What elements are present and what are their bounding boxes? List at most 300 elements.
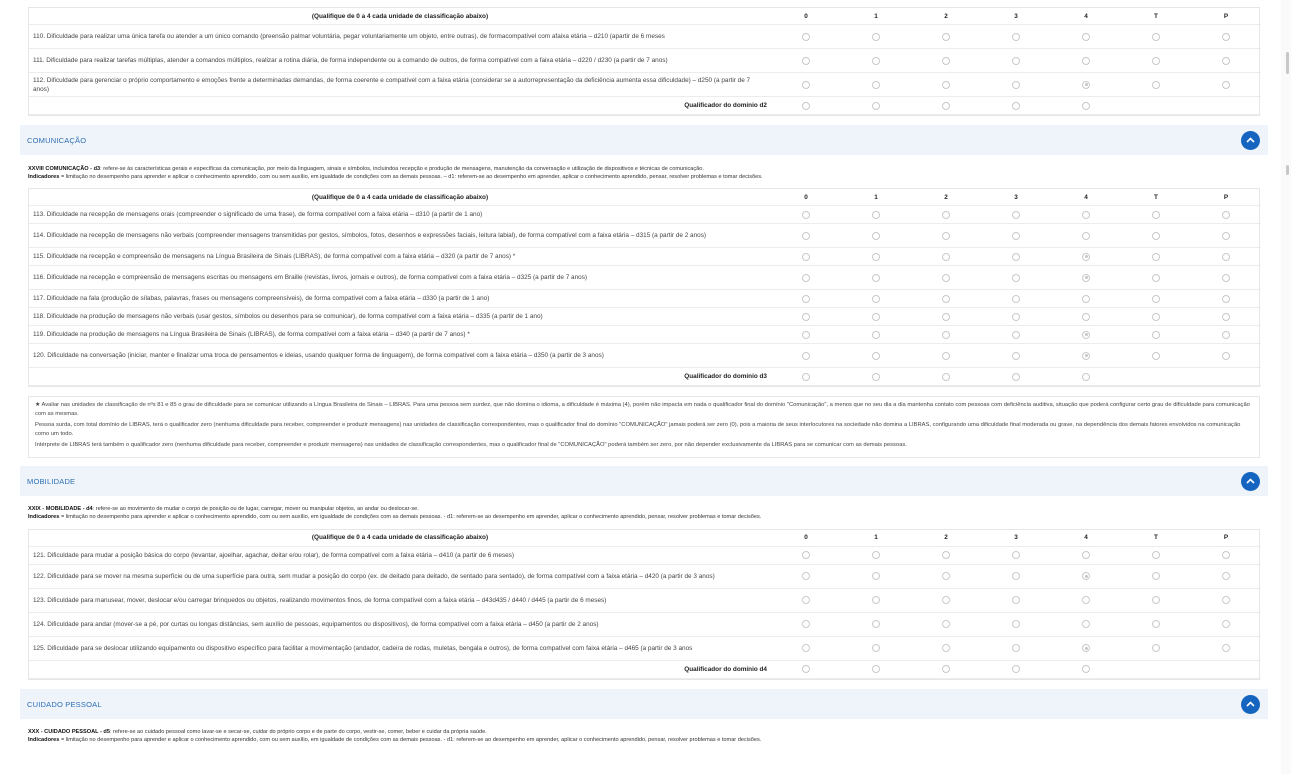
radio-cell bbox=[1191, 248, 1261, 266]
score-radio-1[interactable] bbox=[872, 313, 880, 321]
question-text: 121. Dificuldade para mudar a posição básica do corpo (levantar, ajoelhar, agachar, deitar e/ou rolar), de forma compatível com a faixa etária – d410 (a partir de 6 meses) bbox=[29, 546, 771, 564]
radio-cell bbox=[1121, 266, 1191, 290]
radio-cell bbox=[1121, 326, 1191, 344]
qualifier-radio-0[interactable] bbox=[802, 373, 810, 381]
radio-cell bbox=[1051, 97, 1121, 115]
qualifier-radio-0[interactable] bbox=[802, 665, 810, 673]
radio-cell bbox=[841, 612, 911, 636]
score-radio-t[interactable] bbox=[1152, 81, 1160, 89]
column-header-instructions: (Qualifique de 0 a 4 cada unidade de classificação abaixo) bbox=[29, 189, 771, 206]
radio-cell bbox=[1191, 326, 1261, 344]
radio-cell bbox=[841, 49, 911, 73]
radio-cell bbox=[981, 588, 1051, 612]
note-paragraph: Pessoa surda, com total domínio de LIBRAS, terá o qualificador zero (nenhuma dificuldade para receber, compreender e produzir mensagens) nas unidades de classificação correspondentes, mas o qualificador final do domínio "COMUNICAÇÃO" jamais poderá ser zero (0), pois a maioria de seus interlocutores na sociedade não domina a LIBRAS, configurando uma dificuldade final moderada ou grave, na dependência dos demais fatores envolvidos na comunicação como um todo. bbox=[35, 422, 1241, 437]
score-radio-t[interactable] bbox=[1152, 57, 1160, 65]
radio-cell bbox=[911, 49, 981, 73]
radio-cell bbox=[1051, 660, 1121, 678]
radio-cell bbox=[981, 308, 1051, 326]
score-radio-1[interactable] bbox=[872, 331, 880, 339]
qualifier-radio-4[interactable] bbox=[1082, 102, 1090, 110]
score-radio-2[interactable] bbox=[942, 352, 950, 360]
radio-cell bbox=[1121, 344, 1191, 368]
radio-cell bbox=[1121, 248, 1191, 266]
score-radio-t[interactable] bbox=[1152, 596, 1160, 604]
score-radio-0[interactable] bbox=[802, 33, 810, 41]
radio-cell bbox=[911, 25, 981, 49]
radio-cell bbox=[771, 636, 841, 660]
score-radio-4[interactable] bbox=[1082, 331, 1090, 339]
collapse-button[interactable] bbox=[1241, 131, 1260, 150]
score-radio-3[interactable] bbox=[1012, 33, 1020, 41]
score-radio-3[interactable] bbox=[1012, 313, 1020, 321]
qualifier-radio-3[interactable] bbox=[1012, 373, 1020, 381]
score-radio-p[interactable] bbox=[1222, 596, 1230, 604]
score-radio-t[interactable] bbox=[1152, 253, 1160, 261]
radio-cell bbox=[841, 588, 911, 612]
score-radio-t[interactable] bbox=[1152, 644, 1160, 652]
question-text: 124. Dificuldade para andar (mover-se a pé, por curtas ou longas distâncias, sem auxílio de pessoas, equipamentos ou dispositivos), de forma compatível com a faixa etária – d450 (a partir de 2 anos) bbox=[29, 612, 771, 636]
indicators-text: = limitação no desempenho para aprender e aplicar o conhecimento aprendido, com ou sem auxílio, em igualdade de condições com as demais pessoas. – d1: referem-se ao desempenho em aprender, aplicar o conhecimento aprendido, pensar, resolver problemas e tomar decisões. bbox=[59, 174, 763, 180]
column-header-2: 2 bbox=[911, 189, 981, 206]
score-radio-4[interactable] bbox=[1082, 572, 1090, 580]
radio-cell bbox=[771, 660, 841, 678]
score-radio-4[interactable] bbox=[1082, 33, 1090, 41]
question-text: 110. Dificuldade para realizar uma única tarefa ou atender a um único comando (preensão palmar voluntária, pegar voluntariamente um objeto, entre outras), de formacompatível com afaixa etária – d210 (apartir de 6 meses bbox=[29, 25, 771, 49]
score-radio-2[interactable] bbox=[942, 313, 950, 321]
score-radio-1[interactable] bbox=[872, 551, 880, 559]
score-radio-0[interactable] bbox=[802, 572, 810, 580]
score-radio-4[interactable] bbox=[1082, 232, 1090, 240]
qualifier-radio-0[interactable] bbox=[802, 102, 810, 110]
score-radio-p[interactable] bbox=[1222, 352, 1230, 360]
radio-cell bbox=[841, 97, 911, 115]
radio-cell bbox=[1191, 224, 1261, 248]
question-text: 120. Dificuldade na conversação (iniciar, manter e finalizar uma troca de pensamentos e ideias, usando qualquer forma de linguagem), de forma compatível com a faixa etária – d350 (a partir de 3 anos) bbox=[29, 344, 771, 368]
score-radio-t[interactable] bbox=[1152, 313, 1160, 321]
radio-cell bbox=[841, 25, 911, 49]
qualifier-radio-1[interactable] bbox=[872, 373, 880, 381]
score-radio-p[interactable] bbox=[1222, 211, 1230, 219]
score-radio-1[interactable] bbox=[872, 232, 880, 240]
score-radio-2[interactable] bbox=[942, 331, 950, 339]
radio-cell bbox=[911, 73, 981, 97]
column-header-p: P bbox=[1191, 8, 1261, 25]
d2-table bbox=[29, 8, 1261, 115]
radio-cell bbox=[771, 97, 841, 115]
score-radio-1[interactable] bbox=[872, 33, 880, 41]
question-text: 117. Dificuldade na fala (produção de sílabas, palavras, frases ou mensagens compreensíveis), de forma compatível com a faixa etária – d330 (a partir de 1 ano) bbox=[29, 290, 771, 308]
chevron-up-icon bbox=[1246, 478, 1255, 484]
score-radio-4[interactable] bbox=[1082, 57, 1090, 65]
score-radio-1[interactable] bbox=[872, 572, 880, 580]
score-radio-0[interactable] bbox=[802, 596, 810, 604]
table-header-row bbox=[29, 189, 1261, 206]
score-radio-p[interactable] bbox=[1222, 331, 1230, 339]
radio-cell bbox=[841, 660, 911, 678]
qualifier-radio-4[interactable] bbox=[1082, 665, 1090, 673]
table-row bbox=[29, 49, 1261, 73]
d3-table bbox=[29, 189, 1261, 386]
radio-cell bbox=[1191, 73, 1261, 97]
score-radio-4[interactable] bbox=[1082, 295, 1090, 303]
score-radio-2[interactable] bbox=[942, 211, 950, 219]
radio-cell bbox=[981, 290, 1051, 308]
column-header-4: 4 bbox=[1051, 189, 1121, 206]
column-header-t: T bbox=[1121, 8, 1191, 25]
table-row bbox=[29, 612, 1261, 636]
radio-cell bbox=[771, 344, 841, 368]
radio-cell bbox=[981, 266, 1051, 290]
score-radio-p[interactable] bbox=[1222, 572, 1230, 580]
score-radio-1[interactable] bbox=[872, 57, 880, 65]
question-text: 118. Dificuldade na produção de mensagens não verbais (usar gestos, símbolos ou desenhos para se comunicar), de forma compatível com a faixa etária – d335 (a partir de 1 ano) bbox=[29, 308, 771, 326]
collapse-button[interactable] bbox=[1241, 472, 1260, 491]
score-radio-1[interactable] bbox=[872, 274, 880, 282]
score-radio-0[interactable] bbox=[802, 644, 810, 652]
scrollbar-marker bbox=[1286, 165, 1289, 175]
column-header-instructions: (Qualifique de 0 a 4 cada unidade de classificação abaixo) bbox=[29, 8, 771, 25]
radio-cell bbox=[841, 248, 911, 266]
radio-cell bbox=[1191, 660, 1261, 678]
qualifier-radio-4[interactable] bbox=[1082, 373, 1090, 381]
radio-cell bbox=[841, 344, 911, 368]
score-radio-2[interactable] bbox=[942, 274, 950, 282]
radio-cell bbox=[1051, 290, 1121, 308]
qualifier-radio-2[interactable] bbox=[942, 373, 950, 381]
radio-cell bbox=[1191, 344, 1261, 368]
qualifier-radio-2[interactable] bbox=[942, 665, 950, 673]
score-radio-2[interactable] bbox=[942, 232, 950, 240]
table-header-row bbox=[29, 530, 1261, 547]
radio-cell bbox=[1051, 546, 1121, 564]
score-radio-2[interactable] bbox=[942, 33, 950, 41]
score-radio-0[interactable] bbox=[802, 620, 810, 628]
radio-cell bbox=[1191, 206, 1261, 224]
qualifier-radio-1[interactable] bbox=[872, 102, 880, 110]
column-header-0: 0 bbox=[771, 530, 841, 547]
description-label: XXX - CUIDADO PESSOAL - d5 bbox=[28, 728, 110, 735]
score-radio-4[interactable] bbox=[1082, 620, 1090, 628]
d2-table-box bbox=[28, 7, 1260, 116]
score-radio-p[interactable] bbox=[1222, 232, 1230, 240]
collapse-button[interactable] bbox=[1241, 695, 1260, 714]
score-radio-2[interactable] bbox=[942, 253, 950, 261]
score-radio-p[interactable] bbox=[1222, 274, 1230, 282]
score-radio-3[interactable] bbox=[1012, 253, 1020, 261]
radio-cell bbox=[841, 636, 911, 660]
qualifier-row bbox=[29, 660, 1261, 678]
radio-cell bbox=[981, 73, 1051, 97]
radio-cell bbox=[911, 564, 981, 588]
radio-cell bbox=[771, 612, 841, 636]
section-title: MOBILIDADE bbox=[27, 476, 76, 486]
score-radio-2[interactable] bbox=[942, 57, 950, 65]
radio-cell bbox=[1191, 25, 1261, 49]
radio-cell bbox=[981, 25, 1051, 49]
score-radio-t[interactable] bbox=[1152, 211, 1160, 219]
radio-cell bbox=[841, 546, 911, 564]
section-description bbox=[28, 728, 1260, 744]
radio-cell bbox=[1051, 636, 1121, 660]
table-row bbox=[29, 73, 1261, 97]
table-row bbox=[29, 206, 1261, 224]
score-radio-0[interactable] bbox=[802, 232, 810, 240]
score-radio-4[interactable] bbox=[1082, 81, 1090, 89]
score-radio-4[interactable] bbox=[1082, 274, 1090, 282]
column-header-1: 1 bbox=[841, 189, 911, 206]
table-header-row bbox=[29, 8, 1261, 25]
score-radio-1[interactable] bbox=[872, 620, 880, 628]
radio-cell bbox=[841, 290, 911, 308]
score-radio-p[interactable] bbox=[1222, 57, 1230, 65]
score-radio-4[interactable] bbox=[1082, 352, 1090, 360]
column-header-p: P bbox=[1191, 189, 1261, 206]
description-label: XXIX - MOBILIDADE - d4 bbox=[28, 505, 93, 512]
radio-cell bbox=[911, 206, 981, 224]
d3-table-box bbox=[28, 188, 1260, 387]
score-radio-p[interactable] bbox=[1222, 313, 1230, 321]
table-row bbox=[29, 224, 1261, 248]
score-radio-0[interactable] bbox=[802, 57, 810, 65]
question-text: 114. Dificuldade na recepção de mensagens não verbais (compreender mensagens transmitidas por gestos, símbolos, fotos, desenhos e expressões faciais, leitura labial), de forma compatível com a faixa etária – d315 (a partir de 2 anos) bbox=[29, 224, 771, 248]
column-header-4: 4 bbox=[1051, 8, 1121, 25]
score-radio-4[interactable] bbox=[1082, 253, 1090, 261]
score-radio-4[interactable] bbox=[1082, 551, 1090, 559]
qualifier-row bbox=[29, 368, 1261, 386]
note-paragraph: Intérprete de LIBRAS terá também o qualificador zero (nenhuma dificuldade para receber, compreender e produzir mensagens) nas unidades de classificação correspondentes, mas o qualificador final de "COMUNICAÇÃO" poderá também ser zero, por não depender exclusivamente da LIBRAS para se comunicar com as demais pessoas. bbox=[35, 442, 907, 448]
radio-cell bbox=[911, 344, 981, 368]
score-radio-3[interactable] bbox=[1012, 274, 1020, 282]
score-radio-0[interactable] bbox=[802, 352, 810, 360]
score-radio-t[interactable] bbox=[1152, 232, 1160, 240]
radio-cell bbox=[1051, 326, 1121, 344]
radio-cell bbox=[981, 97, 1051, 115]
radio-cell bbox=[841, 326, 911, 344]
score-radio-1[interactable] bbox=[872, 81, 880, 89]
score-radio-0[interactable] bbox=[802, 295, 810, 303]
score-radio-1[interactable] bbox=[872, 644, 880, 652]
radio-cell bbox=[1051, 206, 1121, 224]
radio-cell bbox=[981, 368, 1051, 386]
score-radio-3[interactable] bbox=[1012, 352, 1020, 360]
description-text: : refere-se ao movimento de mudar o corpo de posição ou de lugar, carregar, mover ou manipular objetos, ao andar ou deslocar-se. bbox=[92, 505, 419, 512]
score-radio-0[interactable] bbox=[802, 551, 810, 559]
qualifier-radio-3[interactable] bbox=[1012, 665, 1020, 673]
radio-cell bbox=[841, 308, 911, 326]
column-header-t: T bbox=[1121, 530, 1191, 547]
radio-cell bbox=[771, 224, 841, 248]
score-radio-0[interactable] bbox=[802, 274, 810, 282]
score-radio-0[interactable] bbox=[802, 313, 810, 321]
radio-cell bbox=[1191, 49, 1261, 73]
column-header-3: 3 bbox=[981, 530, 1051, 547]
score-radio-3[interactable] bbox=[1012, 551, 1020, 559]
radio-cell bbox=[1191, 97, 1261, 115]
radio-cell bbox=[1121, 368, 1191, 386]
score-radio-2[interactable] bbox=[942, 295, 950, 303]
score-radio-3[interactable] bbox=[1012, 57, 1020, 65]
radio-cell bbox=[1051, 224, 1121, 248]
column-header-t: T bbox=[1121, 189, 1191, 206]
table-row bbox=[29, 248, 1261, 266]
indicators-text: = limitação no desempenho para aprender e aplicar o conhecimento aprendido, com ou sem auxílio, em igualdade de condições com as demais pessoas. - d1: referem-se ao desempenho em aprender, aplicar o conhecimento aprendido, pensar, resolver problemas e tomar decisões. bbox=[59, 513, 762, 520]
radio-cell bbox=[771, 546, 841, 564]
score-radio-1[interactable] bbox=[872, 352, 880, 360]
column-header-0: 0 bbox=[771, 8, 841, 25]
radio-cell bbox=[911, 97, 981, 115]
score-radio-3[interactable] bbox=[1012, 572, 1020, 580]
table-row bbox=[29, 326, 1261, 344]
table-row bbox=[29, 266, 1261, 290]
score-radio-t[interactable] bbox=[1152, 352, 1160, 360]
qualifier-radio-3[interactable] bbox=[1012, 102, 1020, 110]
table-row bbox=[29, 308, 1261, 326]
libras-notes bbox=[28, 396, 1260, 458]
description-text: : refere-se ao cuidado pessoal como lavar-se e secar-se, cuidar do próprio corpo e de parte do corpo, vestir-se, comer, beber e cuidar da própria saúde. bbox=[109, 728, 487, 735]
score-radio-t[interactable] bbox=[1152, 295, 1160, 303]
score-radio-t[interactable] bbox=[1152, 620, 1160, 628]
score-radio-4[interactable] bbox=[1082, 644, 1090, 652]
radio-cell bbox=[1191, 546, 1261, 564]
question-text: 115. Dificuldade na recepção e compreensão de mensagens na Língua Brasileira de Sinais (LIBRAS), de forma compatível com a faixa etária – d320 (a partir de 7 anos) * bbox=[29, 248, 771, 266]
radio-cell bbox=[841, 224, 911, 248]
score-radio-4[interactable] bbox=[1082, 211, 1090, 219]
radio-cell bbox=[771, 290, 841, 308]
score-radio-t[interactable] bbox=[1152, 274, 1160, 282]
score-radio-t[interactable] bbox=[1152, 331, 1160, 339]
radio-cell bbox=[1051, 308, 1121, 326]
d4-table bbox=[29, 530, 1261, 679]
column-header-p: P bbox=[1191, 530, 1261, 547]
vertical-scrollbar[interactable] bbox=[1281, 0, 1291, 774]
section-title: CUIDADO PESSOAL bbox=[27, 699, 102, 709]
section-description bbox=[28, 505, 1260, 521]
section-header-comunicacao[interactable] bbox=[20, 125, 1268, 155]
radio-cell bbox=[911, 660, 981, 678]
radio-cell bbox=[1191, 308, 1261, 326]
score-radio-4[interactable] bbox=[1082, 596, 1090, 604]
radio-cell bbox=[1051, 564, 1121, 588]
question-text: 122. Dificuldade para se mover na mesma superfície ou de uma superfície para outra, sem mudar a posição do corpo (ex. de deitado para deitado, de sentado para sentado), de forma compatível com a faixa etária – d420 (a partir de 3 anos) bbox=[29, 564, 771, 588]
score-radio-2[interactable] bbox=[942, 81, 950, 89]
score-radio-2[interactable] bbox=[942, 596, 950, 604]
section-header-mobilidade[interactable] bbox=[20, 466, 1268, 496]
radio-cell bbox=[1121, 660, 1191, 678]
score-radio-1[interactable] bbox=[872, 211, 880, 219]
question-text: 116. Dificuldade na recepção e compreensão de mensagens escritas ou mensagens em Braille (revistas, livros, jornais e outros), de forma compatível com a faixa etária – d325 (a partir de 7 anos) bbox=[29, 266, 771, 290]
column-header-1: 1 bbox=[841, 8, 911, 25]
description-text: : refere-se às características gerais e específicas da comunicação, por meio da linguagem, sinais e símbolos, incluindoa recepção e produção de mensagens, manutenção da conversação e utilização de dispositivos e técnicas de comunicação. bbox=[100, 166, 704, 172]
radio-cell bbox=[1051, 25, 1121, 49]
score-radio-3[interactable] bbox=[1012, 596, 1020, 604]
score-radio-3[interactable] bbox=[1012, 232, 1020, 240]
scrollbar-thumb[interactable] bbox=[1286, 52, 1289, 74]
radio-cell bbox=[1121, 224, 1191, 248]
score-radio-0[interactable] bbox=[802, 211, 810, 219]
radio-cell bbox=[911, 636, 981, 660]
radio-cell bbox=[841, 206, 911, 224]
radio-cell bbox=[981, 49, 1051, 73]
score-radio-p[interactable] bbox=[1222, 253, 1230, 261]
radio-cell bbox=[981, 206, 1051, 224]
qualifier-label: Qualificador do domínio d4 bbox=[29, 660, 771, 678]
radio-cell bbox=[1121, 588, 1191, 612]
score-radio-1[interactable] bbox=[872, 295, 880, 303]
score-radio-1[interactable] bbox=[872, 253, 880, 261]
score-radio-3[interactable] bbox=[1012, 331, 1020, 339]
score-radio-2[interactable] bbox=[942, 620, 950, 628]
indicators-text: = limitação no desempenho para aprender e aplicar o conhecimento aprendido, com ou sem auxílio, em igualdade de condições com as demais pessoas. - d1: referem-se ao desempenho em aprender, aplicar o conhecimento aprendido, pensar, resolver problemas e tomar decisões. bbox=[59, 736, 762, 743]
score-radio-p[interactable] bbox=[1222, 33, 1230, 41]
score-radio-0[interactable] bbox=[802, 253, 810, 261]
d4-table-box bbox=[28, 529, 1260, 680]
score-radio-p[interactable] bbox=[1222, 295, 1230, 303]
radio-cell bbox=[1121, 73, 1191, 97]
score-radio-p[interactable] bbox=[1222, 644, 1230, 652]
radio-cell bbox=[771, 326, 841, 344]
score-radio-2[interactable] bbox=[942, 551, 950, 559]
radio-cell bbox=[1051, 266, 1121, 290]
column-header-0: 0 bbox=[771, 189, 841, 206]
question-text: 111. Dificuldade para realizar tarefas múltiplas, atender a comandos múltiplos, realizar a rotina diária, de forma independente ou a comando de outros, de forma compatível com a faixa etária – d220 / d230 (a partir de 7 anos) bbox=[29, 49, 771, 73]
radio-cell bbox=[981, 326, 1051, 344]
radio-cell bbox=[1121, 97, 1191, 115]
score-radio-p[interactable] bbox=[1222, 620, 1230, 628]
score-radio-p[interactable] bbox=[1222, 551, 1230, 559]
score-radio-2[interactable] bbox=[942, 572, 950, 580]
radio-cell bbox=[911, 612, 981, 636]
score-radio-0[interactable] bbox=[802, 81, 810, 89]
radio-cell bbox=[771, 206, 841, 224]
qualifier-label: Qualificador do domínio d3 bbox=[29, 368, 771, 386]
score-radio-t[interactable] bbox=[1152, 33, 1160, 41]
qualifier-label: Qualificador do domínio d2 bbox=[29, 97, 771, 115]
score-radio-3[interactable] bbox=[1012, 295, 1020, 303]
score-radio-3[interactable] bbox=[1012, 211, 1020, 219]
table-row bbox=[29, 636, 1261, 660]
radio-cell bbox=[1191, 636, 1261, 660]
radio-cell bbox=[911, 266, 981, 290]
score-radio-0[interactable] bbox=[802, 331, 810, 339]
radio-cell bbox=[1191, 290, 1261, 308]
score-radio-3[interactable] bbox=[1012, 81, 1020, 89]
radio-cell bbox=[911, 588, 981, 612]
question-text: 112. Dificuldade para gerenciar o próprio comportamento e emoções frente a determinadas demandas, de forma coerente e compatível com a faixa etária (considerar se a autorrepresentação da deficiência aumenta essa dificuldade) – d250 (a partir de 7 anos) bbox=[29, 73, 771, 97]
score-radio-t[interactable] bbox=[1152, 572, 1160, 580]
radio-cell bbox=[1051, 612, 1121, 636]
radio-cell bbox=[1121, 546, 1191, 564]
score-radio-1[interactable] bbox=[872, 596, 880, 604]
radio-cell bbox=[1121, 290, 1191, 308]
radio-cell bbox=[1051, 49, 1121, 73]
qualifier-radio-2[interactable] bbox=[942, 102, 950, 110]
score-radio-2[interactable] bbox=[942, 644, 950, 652]
radio-cell bbox=[1121, 308, 1191, 326]
radio-cell bbox=[771, 368, 841, 386]
score-radio-t[interactable] bbox=[1152, 551, 1160, 559]
indicators-label: Indicadores bbox=[28, 174, 60, 180]
radio-cell bbox=[771, 588, 841, 612]
score-radio-4[interactable] bbox=[1082, 313, 1090, 321]
score-radio-3[interactable] bbox=[1012, 620, 1020, 628]
qualifier-radio-1[interactable] bbox=[872, 665, 880, 673]
radio-cell bbox=[1051, 368, 1121, 386]
section-header-cuidado-pessoal[interactable] bbox=[20, 689, 1268, 719]
score-radio-3[interactable] bbox=[1012, 644, 1020, 652]
score-radio-p[interactable] bbox=[1222, 81, 1230, 89]
radio-cell bbox=[1121, 49, 1191, 73]
radio-cell bbox=[1051, 248, 1121, 266]
